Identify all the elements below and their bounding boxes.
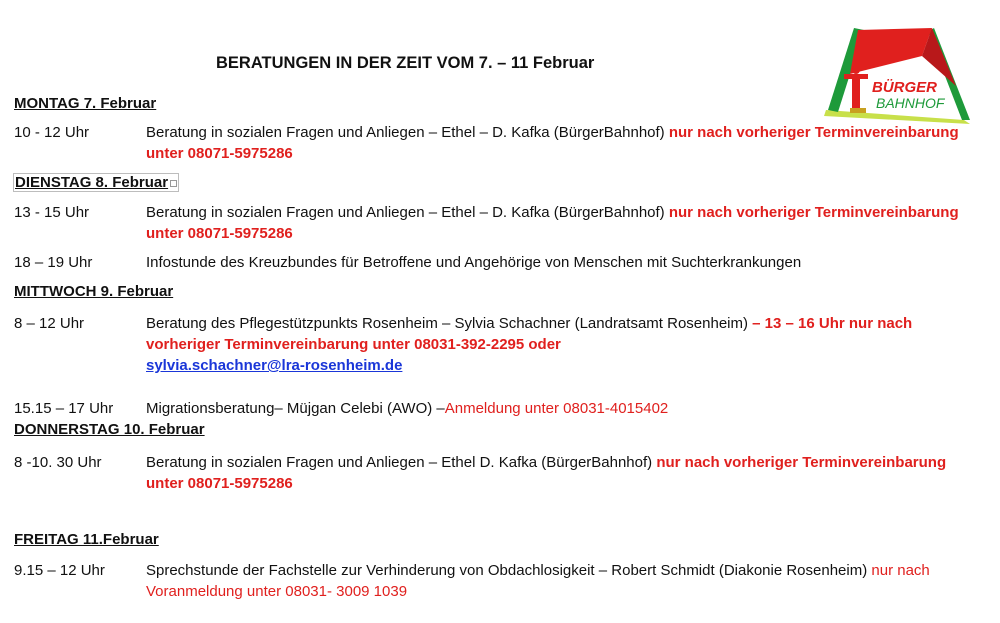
time-monday-1: 10 - 12 Uhr [14, 124, 90, 141]
entry-text: Beratung in sozialen Fragen und Anliegen – Ethel – D. Kafka (BürgerBahnhof) [146, 204, 669, 221]
entry-wednesday-2 [146, 398, 976, 419]
buergerbahnhof-logo [824, 24, 970, 124]
entry-text: Beratung in sozialen Fragen und Anliegen – Ethel D. Kafka (BürgerBahnhof) [146, 454, 657, 471]
time-friday-1: 9.15 – 12 Uhr [14, 562, 105, 579]
day-heading-monday: MONTAG 7. Februar [14, 95, 157, 112]
day-heading-friday: FREITAG 11.Februar [14, 531, 159, 548]
entry-text: Infostunde des Kreuzbundes für Betroffene und Angehörige von Menschen mit Suchterkrankungen [146, 254, 802, 271]
time-thursday-1: 8 -10. 30 Uhr [14, 454, 102, 471]
entry-note: nur nach Voranmeldung unter 08031- 3009 1039 [146, 562, 930, 600]
entry-text: Beratung in sozialen Fragen und Anliegen – Ethel – D. Kafka (BürgerBahnhof) [146, 124, 669, 141]
entry-friday-1 [146, 560, 976, 602]
entry-note: nur nach vorheriger Terminvereinbarung unter 08071-5975286 [146, 124, 959, 162]
entry-text: Migrationsberatung– Müjgan Celebi (AWO) – [146, 400, 445, 417]
entry-wednesday-1 [146, 313, 976, 376]
day-heading-tuesday [13, 173, 179, 192]
day-heading-wednesday: MITTWOCH 9. Februar [14, 283, 174, 300]
entry-tuesday-1 [146, 202, 976, 244]
page-title: BERATUNGEN IN DER ZEIT VOM 7. – 11 Februar [216, 54, 595, 72]
day-heading-thursday: DONNERSTAG 10. Februar [14, 421, 205, 438]
entry-monday-1 [146, 122, 976, 164]
entry-note: Anmeldung unter 08031-4015402 [444, 400, 669, 417]
entry-tuesday-2 [146, 252, 976, 273]
anchor-icon [170, 180, 177, 187]
svg-text:BAHNHOF: BAHNHOF [876, 95, 945, 111]
entry-note: nur nach vorheriger Terminvereinbarung unter 08071-5975286 [146, 454, 947, 492]
entry-note: – 13 – 16 Uhr nur nach vorheriger Terminvereinbarung unter 08031-392-2295 oder [146, 315, 913, 353]
entry-text: Beratung des Pflegestützpunkts Rosenheim – Sylvia Schachner (Landratsamt Rosenheim) [146, 315, 753, 332]
time-tuesday-2: 18 – 19 Uhr [14, 254, 93, 271]
time-wednesday-2: 15.15 – 17 Uhr [14, 400, 114, 417]
day-heading-text: DIENSTAG 8. Februar [15, 174, 169, 191]
entry-thursday-1 [146, 452, 976, 494]
email-link[interactable]: sylvia.schachner@lra-rosenheim.de [146, 357, 403, 374]
time-wednesday-1: 8 – 12 Uhr [14, 315, 85, 332]
entry-text: Sprechstunde der Fachstelle zur Verhinderung von Obdachlosigkeit – Robert Schmidt (Diakonie Rosenheim) [146, 562, 872, 579]
entry-note: nur nach vorheriger Terminvereinbarung unter 08071-5975286 [146, 204, 959, 242]
svg-text:BÜRGER: BÜRGER [872, 79, 938, 96]
time-tuesday-1: 13 - 15 Uhr [14, 204, 90, 221]
